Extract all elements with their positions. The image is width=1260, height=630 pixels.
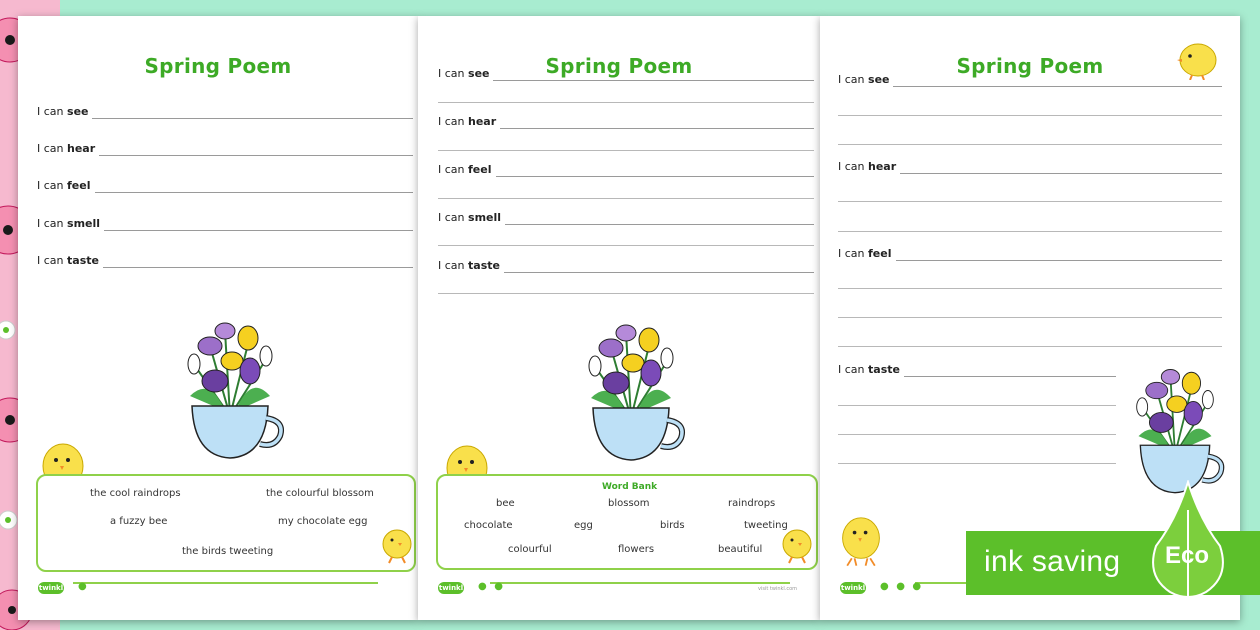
prompt-taste[interactable] — [438, 259, 814, 273]
writing-line[interactable] — [438, 150, 814, 151]
writing-line[interactable] — [838, 346, 1222, 347]
chick-icon — [838, 510, 884, 568]
ink-saving-label: ink saving — [984, 545, 1121, 578]
prompt-see[interactable] — [438, 67, 814, 81]
prompt-label: I can hear — [838, 160, 900, 174]
word-item: egg — [574, 520, 593, 531]
writing-line[interactable] — [838, 463, 1116, 464]
prompt-taste[interactable] — [838, 363, 1116, 377]
footer-bar — [490, 582, 790, 584]
worksheet-2 — [418, 16, 820, 620]
prompt-label: I can smell — [37, 217, 104, 231]
eco-label: Eco — [1164, 542, 1209, 569]
twinkl-logo: twinkl — [840, 584, 866, 592]
prompt-feel[interactable] — [37, 179, 413, 193]
phrase-item: the colourful blossom — [266, 488, 374, 499]
twinkl-logo: twinkl — [38, 584, 64, 592]
prompt-hear[interactable] — [838, 160, 1222, 174]
word-item: raindrops — [728, 498, 776, 509]
phrase-item: my chocolate egg — [278, 516, 368, 527]
prompt-hear[interactable] — [37, 142, 413, 156]
prompt-label: I can feel — [438, 163, 496, 177]
prompt-smell[interactable] — [37, 217, 413, 231]
writing-line[interactable] — [438, 102, 814, 103]
flower-teacup-icon — [170, 306, 290, 466]
worksheet-1 — [18, 16, 418, 620]
phrase-item: the birds tweeting — [182, 546, 274, 557]
prompt-taste[interactable] — [37, 254, 413, 268]
word-item: flowers — [618, 544, 655, 555]
writing-line[interactable] — [838, 115, 1222, 116]
footer-url: visit twinkl.com — [758, 586, 798, 592]
prompt-see[interactable] — [37, 105, 413, 119]
prompt-label: I can feel — [838, 247, 896, 261]
prompt-hear[interactable] — [438, 115, 814, 129]
word-item: blossom — [608, 498, 650, 509]
level-dots: ● ● — [478, 581, 505, 592]
prompt-label: I can hear — [438, 115, 500, 129]
word-item: colourful — [508, 544, 552, 555]
word-item: beautiful — [718, 544, 763, 555]
writing-line[interactable] — [438, 293, 814, 294]
flower-teacup-icon — [571, 308, 691, 468]
word-item: chocolate — [464, 520, 513, 531]
writing-line[interactable] — [838, 434, 1116, 435]
prompt-label: I can smell — [438, 211, 505, 225]
phrase-item: the cool raindrops — [90, 488, 181, 499]
page-title: Spring Poem — [956, 54, 1104, 78]
prompt-smell[interactable] — [438, 211, 814, 225]
word-bank — [436, 474, 818, 570]
level-dots: ● — [78, 581, 89, 592]
prompt-label: I can taste — [438, 259, 504, 273]
prompt-label: I can hear — [37, 142, 99, 156]
writing-line[interactable] — [838, 317, 1222, 318]
small-chick-icon — [780, 526, 814, 564]
small-chick-icon — [380, 526, 414, 564]
page-title: Spring Poem — [144, 54, 292, 78]
prompt-label: I can see — [37, 105, 92, 119]
level-dots: ● ● ● — [880, 581, 924, 592]
writing-line[interactable] — [838, 405, 1116, 406]
flower-teacup-icon — [1120, 354, 1230, 500]
word-item: bee — [496, 498, 515, 509]
page-title: Spring Poem — [545, 54, 693, 78]
prompt-label: I can see — [838, 73, 893, 87]
prompt-label: I can taste — [37, 254, 103, 268]
writing-line[interactable] — [838, 288, 1222, 289]
prompt-label: I can see — [438, 67, 493, 81]
writing-line[interactable] — [838, 231, 1222, 232]
twinkl-logo: twinkl — [438, 584, 464, 592]
prompt-label: I can taste — [838, 363, 904, 377]
prompt-see[interactable] — [838, 73, 1222, 87]
writing-line[interactable] — [438, 245, 814, 246]
phrase-bank — [36, 474, 416, 572]
prompt-feel[interactable] — [838, 247, 1222, 261]
prompt-label: I can feel — [37, 179, 95, 193]
word-item: tweeting — [744, 520, 788, 531]
phrase-item: a fuzzy bee — [110, 516, 168, 527]
footer-bar — [73, 582, 378, 584]
word-item: birds — [660, 520, 685, 531]
writing-line[interactable] — [838, 144, 1222, 145]
word-bank-title: Word Bank — [602, 482, 658, 492]
prompt-feel[interactable] — [438, 163, 814, 177]
writing-line[interactable] — [438, 198, 814, 199]
writing-line[interactable] — [838, 201, 1222, 202]
